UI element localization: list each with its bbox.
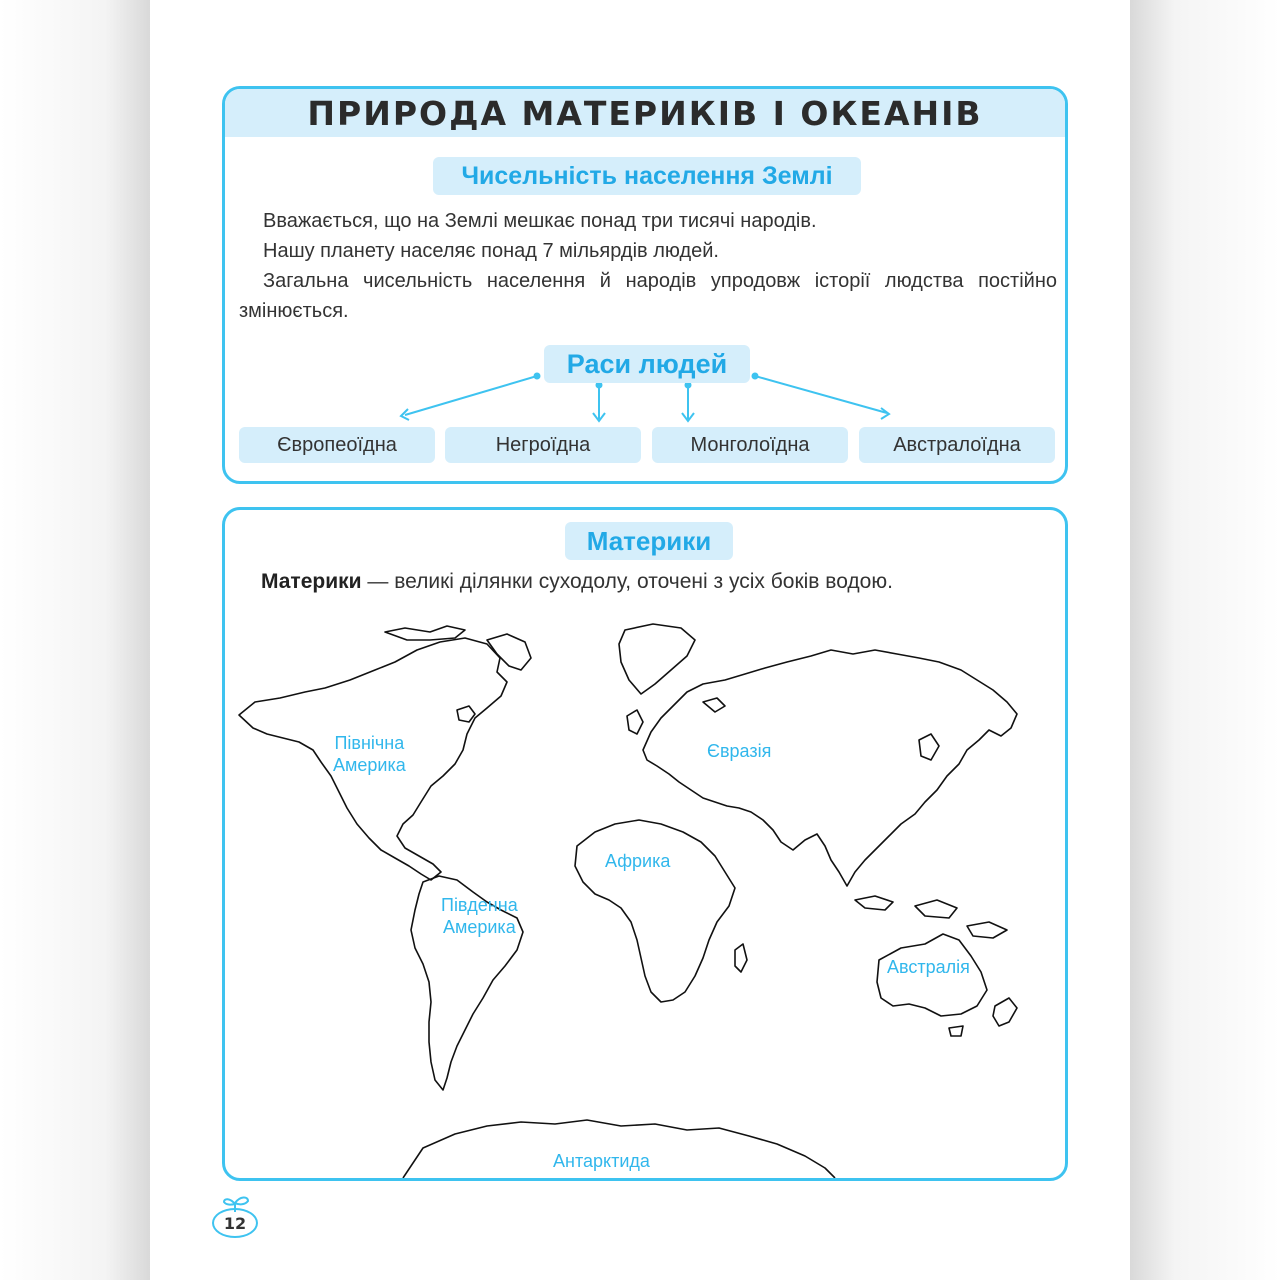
continents-definition — [261, 570, 893, 594]
title-band — [225, 89, 1065, 137]
population-paragraph: Нашу планету населяє понад 7 мільярдів людей. — [263, 240, 719, 262]
page-shadow-right — [1130, 0, 1280, 1280]
population-paragraph: Вважається, що на Землі мешкає понад три тисячі народів. — [263, 210, 817, 232]
page-number-badge — [208, 1194, 264, 1242]
label-africa: Африка — [605, 851, 671, 871]
continents-panel — [222, 507, 1068, 1181]
race-box: Європеоїдна — [239, 427, 435, 463]
races-heading: Раси людей — [544, 345, 750, 383]
label-north-america-line2: Америка — [333, 755, 406, 775]
label-antarctica: Антарктида — [553, 1151, 650, 1171]
population-panel — [222, 86, 1068, 484]
race-box: Монголоїдна — [652, 427, 848, 463]
race-box: Австралоїдна — [859, 427, 1055, 463]
label-north-america — [333, 732, 406, 776]
africa-outline — [575, 820, 735, 1002]
page-title: ПРИРОДА МАТЕРИКІВ І ОКЕАНІВ — [307, 93, 983, 133]
eurasia-outline — [643, 650, 1017, 886]
page-shadow-left — [0, 0, 150, 1280]
label-south-america-line1: Південна — [441, 895, 518, 915]
population-heading: Чисельність населення Землі — [433, 157, 861, 195]
label-south-america-line2: Америка — [442, 917, 516, 937]
population-paragraph: Загальна чисельність населення й народів упродовж історії людства постійно змінюється. — [239, 270, 1057, 322]
page-number: 12 — [212, 1208, 258, 1238]
definition-text: — великі ділянки суходолу, оточені з усіх боків водою. — [361, 570, 893, 593]
continents-heading: Материки — [565, 522, 733, 560]
label-eurasia: Євразія — [707, 741, 772, 761]
world-map — [225, 610, 1065, 1180]
definition-term: Материки — [261, 570, 362, 593]
label-north-america-line1: Північна — [334, 733, 405, 753]
label-south-america — [441, 894, 518, 938]
population-text — [239, 206, 1057, 326]
label-australia: Австралія — [887, 957, 970, 977]
race-box: Негроїдна — [445, 427, 641, 463]
